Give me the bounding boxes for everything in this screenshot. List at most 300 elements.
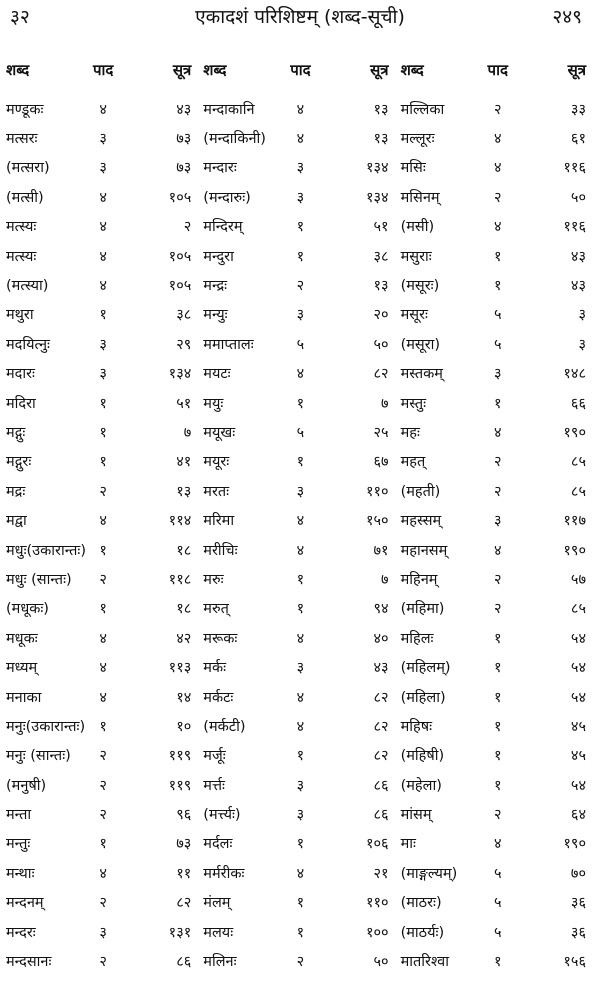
- pada-cell: २: [493, 571, 502, 588]
- pada-cell: ४: [99, 660, 107, 677]
- word-cell: मनाका: [6, 689, 42, 706]
- pada-cell: १: [296, 395, 305, 412]
- sutra-cell: २: [183, 219, 192, 236]
- pada-cell: १: [296, 748, 305, 765]
- word-cell: मल्लूरः: [400, 131, 435, 148]
- word-cell: (मर्कटी): [203, 718, 246, 735]
- pada-cell: ४: [99, 689, 107, 706]
- sutra-cell: ५१: [373, 219, 389, 236]
- column-header-sutra: सूत्र: [567, 61, 586, 79]
- word-cell: मल्लिका: [400, 101, 445, 118]
- pada-cell: २: [99, 571, 107, 588]
- table-row: [4, 476, 596, 505]
- sutra-cell: ८२: [373, 689, 389, 706]
- sutra-cell: ८६: [373, 777, 389, 794]
- sutra-cell: ९४: [373, 601, 389, 618]
- pada-cell: १: [296, 248, 305, 265]
- sutra-cell: ८५: [570, 483, 586, 500]
- word-cell: महत्: [400, 454, 426, 471]
- sutra-cell: ११३: [168, 660, 192, 677]
- pada-cell: ४: [493, 131, 502, 148]
- sutra-cell: ४३: [570, 248, 586, 265]
- pada-cell: १: [99, 601, 107, 618]
- pada-cell: ४: [296, 718, 305, 735]
- word-cell: (मसूरः): [400, 278, 440, 295]
- word-cell: मरीचिः: [203, 542, 238, 559]
- word-cell: मत्सरः: [6, 131, 38, 148]
- sutra-cell: ८२: [176, 895, 192, 912]
- word-cell: मन्युः: [203, 307, 228, 324]
- sutra-cell: १०६: [365, 836, 389, 853]
- sutra-cell: ३३: [570, 101, 586, 118]
- sutra-cell: ८६: [373, 807, 389, 824]
- sutra-cell: ४०: [373, 630, 389, 647]
- sutra-cell: १४८: [563, 366, 586, 383]
- sutra-cell: २९: [176, 336, 192, 353]
- sutra-cell: ११६: [563, 160, 586, 177]
- pada-cell: ३: [296, 307, 305, 324]
- table-row: [4, 770, 596, 799]
- word-cell: (मन्दाकिनी): [203, 131, 266, 148]
- pada-cell: ४: [493, 424, 502, 441]
- sutra-cell: ११८: [168, 571, 192, 588]
- word-cell: (महिला): [400, 689, 446, 706]
- word-cell: मद्रः: [6, 483, 26, 500]
- sutra-cell: ११७: [563, 513, 586, 530]
- table-row: [4, 711, 596, 740]
- sutra-cell: ३८: [373, 248, 389, 265]
- pada-cell: १: [296, 219, 305, 236]
- table-row: [4, 652, 596, 681]
- word-cell: माः: [400, 836, 416, 853]
- pada-cell: २: [493, 807, 502, 824]
- word-cell: मरुः: [203, 571, 224, 588]
- sutra-cell: ४३: [373, 660, 389, 677]
- pada-cell: ३: [99, 160, 107, 177]
- word-cell: मरुत्: [203, 601, 229, 618]
- word-cell: (मनुषी): [6, 777, 47, 794]
- sutra-cell: ८५: [570, 454, 586, 471]
- word-cell: मन्ता: [6, 807, 32, 824]
- sutra-cell: ६७: [373, 454, 389, 471]
- sutra-cell: १८: [176, 542, 192, 559]
- word-cell: मन्द्रः: [203, 278, 228, 295]
- pada-cell: १: [493, 278, 502, 295]
- word-cell: मसिः: [400, 160, 426, 177]
- pada-cell: १: [493, 248, 502, 265]
- pada-cell: २: [493, 189, 502, 206]
- word-cell: मन्थाः: [6, 865, 35, 882]
- pada-cell: ४: [493, 219, 502, 236]
- sutra-cell: ८२: [373, 748, 389, 765]
- pada-cell: २: [493, 454, 502, 471]
- pada-cell: २: [99, 954, 107, 971]
- word-cell: महिनम्: [400, 571, 438, 588]
- sutra-cell: ७०: [570, 865, 586, 882]
- column-header-word: शब्द: [203, 61, 227, 79]
- page-title: एकादशं परिशिष्टम् (शब्द-सूची): [195, 6, 405, 28]
- word-cell: मर्कटः: [203, 689, 234, 706]
- sutra-cell: ४३: [570, 278, 586, 295]
- pada-cell: १: [493, 630, 502, 647]
- word-cell: ममाप्तालः: [203, 336, 254, 353]
- sutra-cell: ११०: [365, 895, 389, 912]
- table-row: [4, 212, 596, 241]
- sutra-cell: ११९: [168, 748, 192, 765]
- word-cell: मस्तुः: [400, 395, 427, 412]
- page-number-left: ३२: [10, 6, 30, 28]
- sutra-cell: ८५: [570, 601, 586, 618]
- word-cell: मनुः (सान्तः): [6, 748, 71, 765]
- column-header-pada: पाद: [487, 61, 508, 79]
- table-row: [4, 388, 596, 417]
- pada-cell: ४: [99, 248, 107, 265]
- word-cell: (महिमा): [400, 601, 445, 618]
- pada-cell: ४: [99, 189, 107, 206]
- sutra-cell: ५४: [570, 630, 586, 647]
- pada-cell: १: [296, 895, 305, 912]
- word-cell: मयूरः: [203, 454, 230, 471]
- pada-cell: १: [296, 836, 305, 853]
- pada-cell: ३: [296, 777, 305, 794]
- word-cell: महः: [400, 424, 420, 441]
- pada-cell: ४: [99, 219, 107, 236]
- sutra-cell: ६४: [570, 807, 586, 824]
- pada-cell: ३: [99, 924, 107, 941]
- sutra-cell: १०५: [168, 278, 192, 295]
- pada-cell: ३: [296, 189, 305, 206]
- sutra-cell: ७: [183, 424, 192, 441]
- table-row: [4, 359, 596, 388]
- pada-cell: २: [99, 895, 107, 912]
- pada-cell: ३: [296, 483, 305, 500]
- sutra-cell: ५४: [570, 777, 586, 794]
- sutra-cell: १३: [373, 131, 389, 148]
- pada-cell: ५: [493, 865, 502, 882]
- sutra-cell: ३: [578, 336, 586, 353]
- sutra-cell: ५४: [570, 660, 586, 677]
- table-row: [4, 594, 596, 623]
- word-cell: (मत्सी): [6, 189, 44, 206]
- sutra-cell: १०: [176, 718, 192, 735]
- column-header-pada: पाद: [290, 61, 311, 79]
- word-cell: मसुराः: [400, 248, 432, 265]
- word-cell: मन्तुः: [6, 836, 31, 853]
- sutra-cell: १३१: [168, 924, 192, 941]
- sutra-cell: ४५: [570, 748, 586, 765]
- table-row: [4, 888, 596, 917]
- pada-cell: १: [493, 954, 502, 971]
- sutra-cell: १३: [373, 278, 389, 295]
- sutra-cell: ६६: [570, 395, 586, 412]
- word-cell: मर्मरीकः: [203, 865, 245, 882]
- word-cell: (मन्दारुः): [203, 189, 251, 206]
- sutra-cell: ८६: [176, 954, 192, 971]
- table-row: [4, 123, 596, 152]
- word-cell: मन्दिरम्: [203, 219, 243, 236]
- table-row: [4, 447, 596, 476]
- word-cell: मरतः: [203, 483, 230, 500]
- pada-cell: ४: [99, 630, 107, 647]
- word-cell: महिषः: [400, 718, 433, 735]
- table-row: [4, 94, 596, 123]
- sutra-cell: ४२: [176, 630, 192, 647]
- pada-cell: ५: [493, 336, 502, 353]
- word-cell: मर्त्तः: [203, 777, 225, 794]
- word-cell: मधुः(उकारान्तः): [6, 542, 87, 559]
- word-cell: मधुः (सान्तः): [6, 571, 72, 588]
- sutra-cell: ३६: [570, 895, 586, 912]
- word-cell: मयुः: [203, 395, 224, 412]
- pada-cell: २: [296, 278, 305, 295]
- sutra-cell: १०५: [168, 189, 192, 206]
- sutra-cell: ११०: [365, 483, 389, 500]
- sutra-cell: ५१: [176, 395, 192, 412]
- word-cell: मदयित्नुः: [6, 336, 50, 353]
- column-header-word: शब्द: [400, 61, 424, 79]
- pada-cell: २: [493, 483, 502, 500]
- pada-cell: ४: [296, 865, 305, 882]
- page-header: [0, 0, 600, 40]
- sutra-cell: ११९: [168, 777, 192, 794]
- word-cell: महस्सम्: [400, 513, 442, 530]
- table-row: [4, 182, 596, 211]
- pada-cell: १: [493, 777, 502, 794]
- word-cell: मधूकः: [6, 630, 38, 647]
- pada-cell: ४: [99, 513, 107, 530]
- sutra-cell: ११६: [563, 219, 586, 236]
- word-cell: मलयः: [203, 924, 234, 941]
- sutra-cell: ५७: [570, 571, 586, 588]
- pada-cell: ४: [296, 366, 305, 383]
- table-row: [4, 505, 596, 534]
- pada-cell: ५: [493, 895, 502, 912]
- sutra-cell: ४१: [176, 454, 192, 471]
- pada-cell: १: [493, 689, 502, 706]
- sutra-cell: ३८: [176, 307, 192, 324]
- word-cell: मयूखः: [203, 424, 236, 441]
- sutra-cell: १८: [176, 601, 192, 618]
- word-cell: (मसी): [400, 219, 435, 236]
- pada-cell: १: [493, 718, 502, 735]
- word-cell: मन्दरः: [6, 924, 36, 941]
- pada-cell: १: [99, 424, 107, 441]
- word-cell: (महेला): [400, 777, 442, 794]
- pada-cell: ३: [296, 660, 305, 677]
- pada-cell: ५: [296, 424, 305, 441]
- word-cell: मन्दसानः: [6, 954, 52, 971]
- pada-cell: ३: [493, 366, 502, 383]
- sutra-cell: १५०: [365, 513, 389, 530]
- table-row: [4, 829, 596, 858]
- page-number-right: २४९: [552, 6, 582, 28]
- word-cell: मरूकः: [203, 630, 238, 647]
- word-cell: मस्तकम्: [400, 366, 443, 383]
- sutra-cell: ७३: [176, 160, 192, 177]
- word-cell: मत्स्यः: [6, 219, 37, 236]
- table-row: [4, 858, 596, 887]
- sutra-cell: २०: [373, 307, 389, 324]
- pada-cell: १: [296, 454, 305, 471]
- pada-cell: १: [296, 571, 305, 588]
- column-header-sutra: सूत्र: [172, 61, 192, 79]
- sutra-cell: १०५: [168, 248, 192, 265]
- pada-cell: ४: [296, 542, 305, 559]
- pada-cell: ३: [99, 336, 107, 353]
- sutra-cell: १९०: [563, 836, 586, 853]
- sutra-cell: ७३: [176, 131, 192, 148]
- word-cell: (माठरः): [400, 895, 442, 912]
- table-row: [4, 564, 596, 593]
- table-header-row: [4, 60, 596, 94]
- pada-cell: ४: [296, 689, 305, 706]
- pada-cell: २: [493, 101, 502, 118]
- word-cell: मयटः: [203, 366, 231, 383]
- word-cell: मन्दुरा: [203, 248, 234, 265]
- pada-cell: ४: [99, 865, 107, 882]
- word-cell: मद्गुः: [6, 424, 26, 441]
- sutra-cell: ६१: [570, 131, 586, 148]
- word-cell: मलिनः: [203, 954, 237, 971]
- word-cell: मद्वा: [6, 513, 27, 530]
- table-row: [4, 153, 596, 182]
- sutra-cell: २१: [373, 865, 389, 882]
- sutra-cell: ५०: [373, 336, 389, 353]
- sutra-cell: ५०: [373, 954, 389, 971]
- sutra-cell: ५०: [570, 189, 586, 206]
- table-body: [4, 94, 596, 976]
- pada-cell: १: [99, 454, 107, 471]
- sutra-cell: ९६: [176, 807, 192, 824]
- table-row: [4, 946, 596, 975]
- pada-cell: ३: [99, 366, 107, 383]
- pada-cell: १: [296, 924, 305, 941]
- word-cell: (मसूरा): [400, 336, 441, 353]
- pada-cell: ४: [296, 101, 305, 118]
- word-cell: मद्गुरः: [6, 454, 32, 471]
- sutra-cell: १३४: [365, 160, 389, 177]
- sutra-cell: १००: [365, 924, 389, 941]
- word-cell: मर्कः: [203, 660, 227, 677]
- sutra-cell: १४: [176, 689, 192, 706]
- pada-cell: ५: [296, 336, 305, 353]
- pada-cell: ४: [296, 513, 305, 530]
- word-cell: (महिलम्): [400, 660, 451, 677]
- pada-cell: ४: [99, 101, 107, 118]
- pada-cell: २: [99, 807, 107, 824]
- word-cell: मसूरः: [400, 307, 428, 324]
- word-cell: (मत्स्या): [6, 278, 49, 295]
- sutra-cell: १३४: [365, 189, 389, 206]
- word-cell: महिलः: [400, 630, 434, 647]
- sutra-cell: ४३: [176, 101, 192, 118]
- pada-cell: १: [99, 395, 107, 412]
- word-index-table: [4, 60, 596, 976]
- word-cell: मंलम्: [203, 895, 231, 912]
- sutra-cell: ८२: [373, 718, 389, 735]
- sutra-cell: ७: [381, 571, 389, 588]
- table-row: [4, 417, 596, 446]
- table-row: [4, 535, 596, 564]
- word-cell: मर्दलः: [203, 836, 233, 853]
- pada-cell: १: [493, 395, 502, 412]
- pada-cell: २: [99, 748, 107, 765]
- pada-cell: १: [99, 836, 107, 853]
- pada-cell: १: [99, 307, 107, 324]
- sutra-cell: १३: [373, 101, 389, 118]
- word-cell: मन्दाकानि: [203, 101, 255, 118]
- column-header-sutra: सूत्र: [370, 61, 389, 79]
- sutra-cell: ७३: [176, 836, 192, 853]
- pada-cell: २: [296, 954, 305, 971]
- table-row: [4, 270, 596, 299]
- word-cell: मसिनम्: [400, 189, 440, 206]
- pada-cell: ४: [493, 836, 502, 853]
- pada-cell: २: [99, 483, 107, 500]
- pada-cell: २: [493, 601, 502, 618]
- sutra-cell: ११४: [168, 513, 192, 530]
- pada-cell: ३: [493, 513, 502, 530]
- word-cell: (महिषी): [400, 748, 445, 765]
- word-cell: मन्दनम्: [6, 895, 44, 912]
- sutra-cell: ७१: [373, 542, 389, 559]
- sutra-cell: ३६: [570, 924, 586, 941]
- table-row: [4, 741, 596, 770]
- pada-cell: १: [493, 660, 502, 677]
- table-row: [4, 799, 596, 828]
- sutra-cell: २५: [373, 424, 389, 441]
- table-row: [4, 241, 596, 270]
- sutra-cell: ५४: [570, 689, 586, 706]
- word-cell: मण्डूकः: [6, 101, 44, 118]
- sutra-cell: १३४: [168, 366, 192, 383]
- table-row: [4, 300, 596, 329]
- column-header-word: शब्द: [6, 61, 30, 79]
- pada-cell: ४: [296, 630, 305, 647]
- word-cell: मन्दारः: [203, 160, 237, 177]
- pada-cell: १: [99, 542, 107, 559]
- sutra-cell: ७: [381, 395, 389, 412]
- word-cell: मदिरा: [6, 395, 36, 412]
- sutra-cell: १९०: [563, 542, 586, 559]
- sutra-cell: ३: [578, 307, 586, 324]
- word-cell: मातरिश्वा: [400, 954, 449, 971]
- pada-cell: १: [99, 718, 107, 735]
- table-row: [4, 623, 596, 652]
- word-cell: (माङ्गल्यम्): [400, 865, 458, 882]
- pada-cell: ३: [296, 807, 305, 824]
- sutra-cell: ४५: [570, 718, 586, 735]
- word-cell: मांसम्: [400, 807, 432, 824]
- pada-cell: २: [99, 777, 107, 794]
- word-cell: महानसम्: [400, 542, 448, 559]
- pada-cell: ४: [493, 542, 502, 559]
- table-row: [4, 682, 596, 711]
- sutra-cell: १५६: [563, 954, 586, 971]
- word-cell: (मधूकः): [6, 601, 49, 618]
- pada-cell: ३: [99, 131, 107, 148]
- word-cell: मत्स्यः: [6, 248, 37, 265]
- word-cell: मथुरा: [6, 307, 34, 324]
- pada-cell: १: [296, 601, 305, 618]
- word-cell: (महती): [400, 483, 441, 500]
- word-cell: (मर्त्त्यः): [203, 807, 241, 824]
- pada-cell: ४: [296, 131, 305, 148]
- sutra-cell: १३: [176, 483, 192, 500]
- sutra-cell: १९०: [563, 424, 586, 441]
- word-cell: (मत्सरा): [6, 160, 50, 177]
- pada-cell: ४: [493, 160, 502, 177]
